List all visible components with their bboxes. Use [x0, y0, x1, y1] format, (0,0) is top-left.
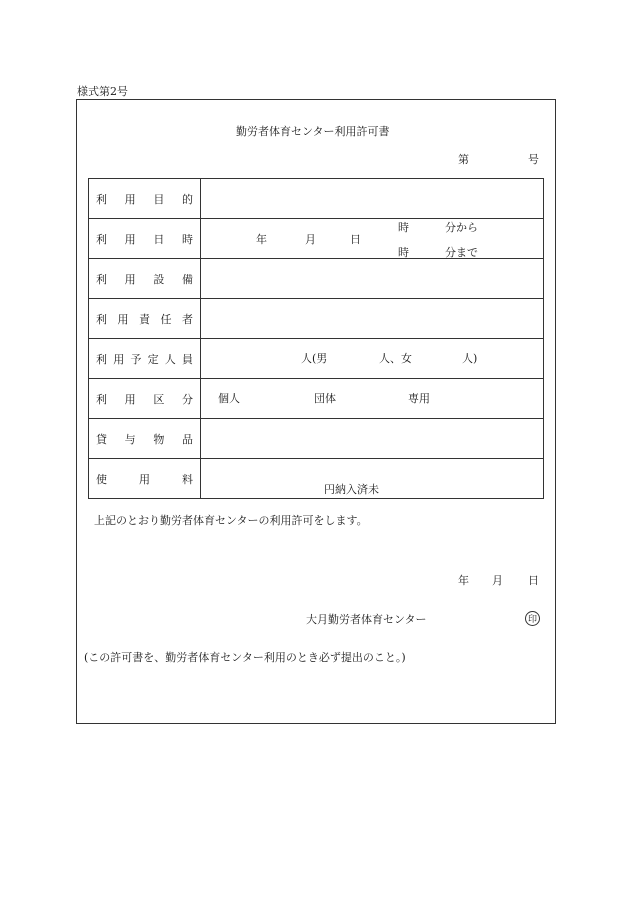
label-char: 定	[147, 352, 159, 366]
fee-paid-status: 円納入済未	[324, 483, 379, 496]
label-char: 用	[124, 392, 136, 406]
row-planned-count	[89, 339, 544, 379]
issue-day-unit: 日	[528, 574, 539, 587]
form-number: 様式第2号	[77, 85, 128, 98]
label-char: 任	[160, 312, 172, 326]
label-char: 設	[153, 272, 165, 286]
value-planned-count[interactable]	[201, 339, 544, 379]
label-char: 品	[181, 432, 193, 446]
row-datetime	[89, 219, 544, 259]
label-char: 利	[96, 352, 107, 366]
value-fee[interactable]	[201, 459, 544, 499]
permit-number-prefix: 第	[458, 153, 469, 166]
row-lending	[89, 419, 544, 459]
label-char: 区	[153, 392, 165, 406]
category-exclusive[interactable]: 専用	[408, 392, 430, 405]
label-category	[89, 379, 201, 419]
label-char: 利	[96, 192, 107, 206]
label-facility	[89, 259, 201, 299]
value-datetime[interactable]	[201, 219, 544, 259]
row-purpose	[89, 179, 544, 219]
document-title: 勤労者体育センター利用許可書	[236, 125, 390, 138]
label-char: 使	[96, 472, 107, 486]
value-responsible[interactable]	[201, 299, 544, 339]
category-individual[interactable]: 個人	[218, 392, 240, 405]
label-char: 用	[113, 352, 125, 366]
label-char: 与	[124, 432, 136, 446]
permit-table	[88, 178, 544, 499]
time-to-hour: 時	[398, 246, 409, 259]
label-char: 貸	[96, 432, 107, 446]
label-char: 利	[96, 232, 107, 246]
label-char: 時	[181, 232, 193, 246]
permit-number-suffix: 号	[528, 153, 539, 166]
row-responsible	[89, 299, 544, 339]
label-purpose	[89, 179, 201, 219]
label-char: 備	[181, 272, 193, 286]
date-year-unit: 年	[256, 233, 267, 246]
value-category[interactable]	[201, 379, 544, 419]
label-char: 人	[164, 352, 176, 366]
label-char: 利	[96, 312, 107, 326]
label-responsible	[89, 299, 201, 339]
label-char: 物	[153, 432, 165, 446]
label-char: 責	[139, 312, 150, 326]
label-char: 用	[117, 312, 129, 326]
category-group[interactable]: 団体	[314, 392, 336, 405]
issuer-name: 大月勤労者体育センター	[306, 613, 427, 626]
label-char: 利	[96, 272, 107, 286]
label-char: 員	[181, 352, 193, 366]
label-char: 用	[139, 472, 150, 486]
label-lending	[89, 419, 201, 459]
label-planned-count	[89, 339, 201, 379]
issue-year-unit: 年	[458, 574, 469, 587]
seal-icon: 印	[525, 611, 540, 626]
row-category	[89, 379, 544, 419]
date-month-unit: 月	[305, 233, 316, 246]
label-char: 用	[124, 232, 136, 246]
label-char: 的	[181, 192, 193, 206]
submission-note: (この許可書を、勤労者体育センター利用のとき必ず提出のこと。)	[84, 651, 406, 664]
label-char: 者	[182, 312, 193, 326]
label-char: 日	[153, 232, 165, 246]
value-lending[interactable]	[201, 419, 544, 459]
time-from-hour: 時	[398, 221, 409, 234]
date-day-unit: 日	[350, 233, 361, 246]
label-datetime	[89, 219, 201, 259]
label-char: 予	[130, 352, 142, 366]
time-to-minute: 分まで	[445, 246, 478, 259]
label-fee	[89, 459, 201, 499]
label-char: 利	[96, 392, 107, 406]
total-people-unit: 人(男	[301, 352, 328, 365]
label-char: 分	[181, 392, 193, 406]
row-facility	[89, 259, 544, 299]
issue-month-unit: 月	[492, 574, 503, 587]
label-char: 目	[153, 192, 165, 206]
time-from-minute: 分から	[445, 221, 478, 234]
permit-statement: 上記のとおり勤労者体育センターの利用許可をします。	[94, 514, 368, 527]
male-count-unit: 人、女	[379, 352, 412, 365]
female-count-unit: 人)	[462, 352, 478, 365]
label-char: 用	[124, 192, 136, 206]
value-facility[interactable]	[201, 259, 544, 299]
row-fee	[89, 459, 544, 499]
label-char: 用	[124, 272, 136, 286]
value-purpose[interactable]	[201, 179, 544, 219]
label-char: 料	[182, 472, 193, 486]
